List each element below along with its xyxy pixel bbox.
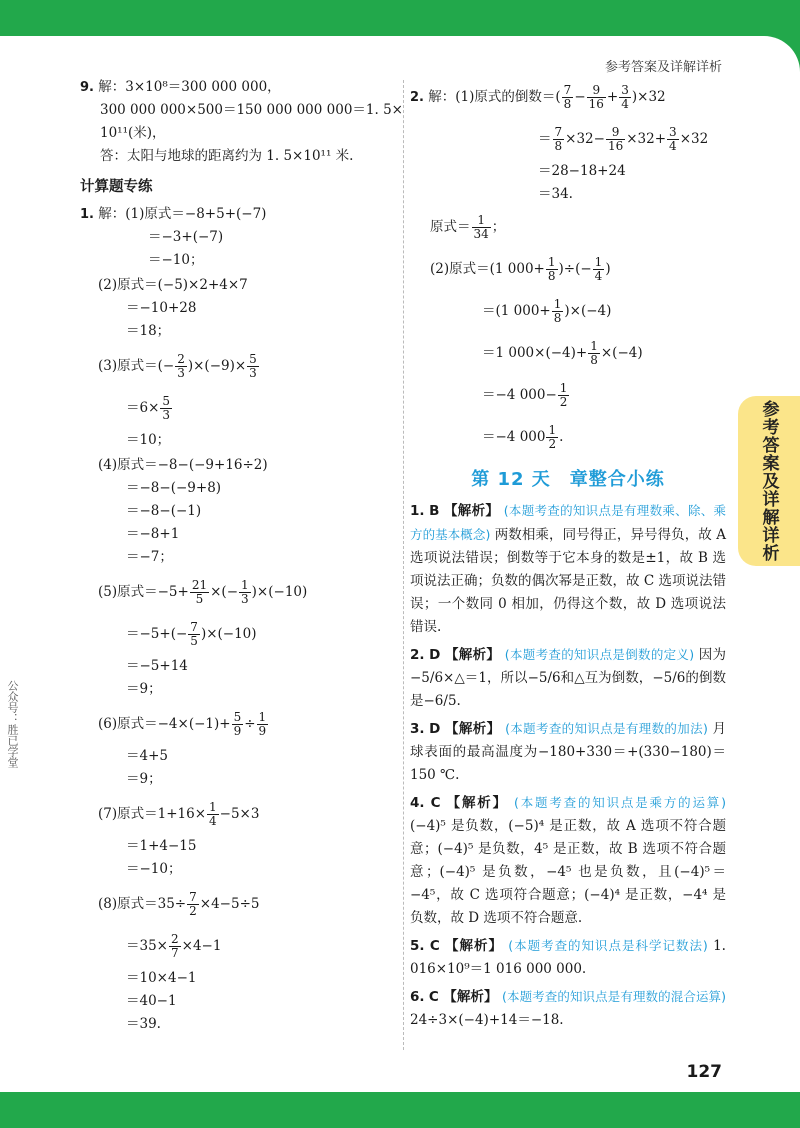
q2-line-c: ＝28−18+24 — [538, 163, 626, 179]
column-divider — [403, 80, 404, 1050]
q1-p6-b: ＝4+5 — [126, 748, 168, 764]
q2-i-t0: ＝−4 000− — [482, 386, 557, 403]
answer-num: 1. — [410, 503, 425, 519]
fraction — [175, 353, 187, 380]
frac-num: 5 — [249, 351, 257, 366]
right-column — [410, 76, 726, 1032]
answer-item — [410, 791, 726, 930]
q1-p8-t7: ×4−1 — [181, 937, 222, 954]
q1-p8-e: ＝39. — [126, 1016, 161, 1032]
q1-p1-b: ＝−3+(−7) — [148, 229, 224, 245]
answer-text: 因为−5/6×△＝1，所以−5/6和△互为倒数，−5/6的倒数是−6/5. — [410, 647, 727, 709]
frac-num: 1 — [553, 296, 562, 311]
frac-num: 1 — [241, 577, 249, 592]
q2-a-t9: )×32 — [631, 88, 666, 105]
q1-p5-d: ＝9； — [126, 681, 162, 697]
frac-num: 7 — [190, 619, 198, 634]
q2-line-d: ＝34. — [538, 186, 573, 202]
side-tab[interactable] — [738, 396, 800, 566]
q1-p2-c: ＝18； — [126, 323, 171, 339]
frac-den: 3 — [241, 591, 249, 606]
q1-p3-t0: (3)原式＝(− — [98, 357, 175, 374]
answer-text: 两数相乘，同号得正，异号得负，故 A 选项说法错误；倒数等于它本身的数是±1，故 B 选项说法正确；负数的偶次幂是正数，故 C 选项说法错误；一个数同 0 相加，仍得这个数，故 D 选项说法错误. — [410, 527, 726, 635]
left-column — [80, 76, 403, 1036]
q2-line-g — [410, 290, 726, 332]
frac-den: 3 — [177, 365, 185, 380]
frac-num: 3 — [621, 82, 629, 97]
q1-p8-t4: ＝35× — [126, 937, 168, 954]
q1-p4-a: (4)原式＝−8−(−9+16÷2) — [98, 457, 268, 473]
frac-num: 5 — [233, 709, 242, 724]
frac-num: 1 — [590, 338, 598, 353]
frac-den: 4 — [594, 268, 603, 283]
frac-den: 8 — [590, 352, 598, 367]
frac-den: 4 — [209, 813, 217, 828]
q2-b-t9: ×32 — [679, 130, 709, 147]
answer-item — [410, 499, 726, 639]
frac-num: 9 — [606, 126, 625, 140]
q9-line2: 300 000 000×500＝150 000 000 000＝1. 5× — [100, 102, 403, 118]
q2-line-h — [410, 332, 726, 374]
answer-num: 5. — [410, 938, 425, 954]
q1-line — [80, 203, 395, 226]
q1-p4-d: ＝−8+1 — [126, 526, 180, 542]
frac-den: 7 — [171, 945, 179, 960]
q2-line-b — [410, 118, 726, 160]
frac-den: 8 — [547, 268, 556, 283]
q1-p8-c: ＝10×4−1 — [126, 970, 197, 986]
q2-line-j — [410, 416, 726, 458]
frac-den: 5 — [195, 591, 204, 606]
top-green-band — [0, 0, 800, 36]
analysis-tag: 【解析】 — [443, 989, 498, 1005]
frac-den: 4 — [621, 96, 629, 111]
q2-f-t3: )÷(− — [558, 260, 592, 277]
watermark: 公众号：胜已学堂 — [6, 680, 19, 768]
q2-a-t6: + — [606, 88, 619, 105]
fraction — [588, 340, 600, 367]
q1-p8-a — [80, 883, 395, 925]
q1-p5-t3: ×(− — [210, 583, 239, 600]
answer-text: (−4)⁵ 是负数，(−5)⁴ 是正数，故 A 选项不符合题意；(−4)⁵ 是负数，4⁵ 是正数，故 B 选项不符合题意；(−4)⁵ 是负数，−4⁵ 也是负数，且(−4)⁵＝−4⁵，故 C 选项符合题意；(−4)⁴ 是正数，−4⁴ 是负数，故 D 选项不符合题意. — [410, 818, 726, 926]
q1-p8-b — [80, 925, 395, 967]
fraction — [472, 214, 491, 241]
q1-p6-a — [80, 703, 395, 745]
frac-num: 5 — [162, 393, 171, 408]
answer-letter: B — [429, 503, 440, 519]
frac-num: 2 — [171, 931, 179, 946]
frac-num: 1 — [258, 709, 267, 724]
q1-p6-t3: ÷ — [244, 715, 256, 732]
side-tab-label: 参考答案及详解详析 — [758, 400, 779, 562]
q2-e-t0: 原式＝ — [430, 218, 471, 235]
answer-letter: D — [429, 721, 441, 737]
frac-den: 16 — [588, 96, 604, 111]
q2-b-t0: ＝ — [538, 130, 552, 147]
q2-g-t3: )×(−4) — [564, 302, 612, 319]
fraction — [257, 711, 269, 738]
frac-num: 7 — [189, 889, 197, 904]
topic-note: (本题考查的知识点是有理数乘、除、乘方的基本概念) — [410, 503, 727, 542]
answer-item — [410, 934, 726, 981]
frac-num: 7 — [563, 82, 572, 97]
q1-p3-c: ＝10； — [126, 432, 171, 448]
q2-a-t0: 解：(1)原式的倒数＝( — [428, 88, 561, 105]
fraction — [558, 382, 570, 409]
fraction — [160, 395, 172, 422]
fraction — [552, 298, 564, 325]
frac-num: 2 — [177, 351, 185, 366]
q1-p1-a: 解：(1)原式＝−8+5+(−7) — [98, 206, 267, 222]
answer-text: 1. 016×10⁹＝1 016 000 000. — [410, 938, 726, 977]
q2-line-a — [410, 76, 726, 118]
q1-p8-t3: ×4−5÷5 — [199, 895, 260, 912]
frac-den: 2 — [559, 394, 568, 409]
frac-den: 16 — [607, 138, 624, 153]
frac-num: 7 — [554, 124, 563, 139]
analysis-tag: 【解析】 — [445, 938, 503, 954]
answer-letter: C — [429, 938, 440, 954]
topic-note: (本题考查的知识点是科学记数法) — [508, 938, 708, 953]
q2-a-t3: − — [574, 88, 586, 105]
frac-den: 9 — [258, 723, 267, 738]
q2-b-t3: ×32− — [565, 130, 605, 147]
frac-den: 2 — [548, 436, 557, 451]
fraction — [619, 84, 631, 111]
q1-p5-c: ＝−5+14 — [126, 658, 188, 674]
answer-letter: C — [430, 795, 441, 811]
frac-num: 1 — [548, 422, 557, 437]
q9-line1 — [80, 76, 395, 99]
q9-num: 9. — [80, 80, 94, 95]
q2-e-t3: ； — [491, 218, 506, 235]
fraction — [239, 579, 251, 606]
q1-p5-t6: )×(−10) — [251, 583, 308, 600]
frac-den: 3 — [249, 365, 257, 380]
frac-num: 1 — [559, 380, 568, 395]
q1-p6-t0: (6)原式＝−4×(−1)+ — [98, 715, 231, 732]
analysis-tag: 【解析】 — [444, 503, 500, 519]
frac-den: 8 — [563, 96, 572, 111]
analysis-tag: 【解析】 — [445, 721, 501, 737]
frac-num: 1 — [547, 254, 556, 269]
q1-p4-c: ＝−8−(−1) — [126, 503, 202, 519]
fraction — [188, 621, 200, 648]
q2-f-t6: ) — [605, 260, 611, 277]
header-title: 参考答案及详解详析 — [604, 60, 722, 75]
answer-letter: D — [429, 647, 441, 663]
frac-num: 1 — [472, 214, 491, 228]
q2-line-i — [410, 374, 726, 416]
fraction — [169, 933, 181, 960]
fraction — [546, 424, 558, 451]
frac-den: 3 — [162, 407, 171, 422]
topic-note: (本题考查的知识点是乘方的运算) — [514, 795, 726, 810]
q1-p3-a — [80, 345, 395, 387]
answer-num: 6. — [410, 989, 425, 1005]
answer-item — [410, 985, 726, 1032]
answer-list — [410, 499, 726, 1032]
q9-line4: 答：太阳与地球的距离约为 1. 5×10¹¹ 米. — [100, 148, 354, 164]
frac-den: 9 — [233, 723, 242, 738]
q2-line-e — [410, 206, 726, 248]
q1-p7-b: ＝1+4−15 — [126, 838, 197, 854]
topic-note: (本题考查的知识点是倒数的定义) — [504, 647, 695, 662]
fraction — [546, 256, 558, 283]
page-number: 127 — [686, 1062, 722, 1082]
q1-p8-d: ＝40−1 — [126, 993, 177, 1009]
frac-den: 8 — [554, 138, 563, 153]
q1-p7-a — [80, 793, 395, 835]
q2-g-t0: ＝(1 000+ — [482, 302, 551, 319]
topic-note: (本题考查的知识点是有理数的加法) — [505, 721, 708, 736]
fraction — [190, 579, 209, 606]
fraction — [593, 256, 605, 283]
frac-num: 21 — [191, 577, 208, 592]
q2-h-t0: ＝1 000×(−4)+ — [482, 344, 588, 361]
answer-num: 3. — [410, 721, 425, 737]
fraction — [187, 891, 199, 918]
frac-den: 34 — [473, 226, 489, 241]
q1-p7-t3: −5×3 — [219, 805, 260, 822]
q1-p8-t0: (8)原式＝35÷ — [98, 895, 187, 912]
q9-text1: 解：3×10⁸＝300 000 000， — [98, 79, 281, 95]
q1-p7-t0: (7)原式＝1+16× — [98, 805, 207, 822]
q1-p5-b — [80, 613, 395, 655]
frac-num: 3 — [669, 124, 677, 139]
fraction — [587, 84, 606, 111]
q2-f-t0: (2)原式＝(1 000+ — [430, 260, 545, 277]
answer-text: 月球表面的最高温度为−180+330＝+(330−180)＝150 ℃. — [410, 721, 726, 783]
q1-p2-a: (2)原式＝(−5)×2+4×7 — [98, 277, 248, 293]
fraction — [207, 801, 219, 828]
chapter-title: 第 12 天 章整合小练 — [471, 469, 665, 490]
section-title: 计算题专练 — [80, 179, 153, 195]
answer-letter: C — [428, 989, 439, 1005]
q1-p3-t3: )×(−9)× — [187, 357, 247, 374]
analysis-tag: 【解析】 — [444, 647, 501, 663]
q1-num: 1. — [80, 207, 94, 222]
q1-p2-b: ＝−10+28 — [126, 300, 197, 316]
answer-item — [410, 643, 726, 713]
q1-p1-c: ＝−10； — [148, 252, 204, 268]
q1-p4-e: ＝−7； — [126, 549, 173, 565]
q2-line-f — [410, 248, 726, 290]
fraction — [232, 711, 244, 738]
frac-den: 4 — [669, 138, 677, 153]
frac-den: 8 — [553, 310, 562, 325]
q1-p5-t7: ＝−5+(− — [126, 625, 188, 642]
q1-p3-t6: ＝6× — [126, 399, 160, 416]
q1-p5-t10: )×(−10) — [200, 625, 257, 642]
q2-j-t3: . — [559, 428, 564, 445]
q2-num: 2. — [410, 89, 424, 105]
fraction — [247, 353, 259, 380]
q2-j-t0: ＝−4 000 — [482, 428, 546, 445]
frac-num: 9 — [587, 84, 606, 98]
answer-item — [410, 717, 726, 787]
q9-line3: 10¹¹(米)， — [100, 125, 166, 141]
frac-den: 2 — [189, 903, 197, 918]
q2-h-t3: ×(−4) — [600, 344, 643, 361]
q1-p4-b: ＝−8−(−9+8) — [126, 480, 222, 496]
answer-num: 4. — [410, 795, 425, 811]
fraction — [553, 126, 565, 153]
fraction — [606, 126, 625, 153]
frac-den: 5 — [190, 633, 198, 648]
fraction — [562, 84, 574, 111]
frac-num: 1 — [594, 254, 603, 269]
frac-num: 1 — [209, 799, 217, 814]
answer-text: 24÷3×(−4)+14＝−18. — [410, 1012, 564, 1028]
q1-p3-b — [80, 387, 395, 429]
analysis-tag: 【解析】 — [446, 795, 508, 811]
q1-p6-c: ＝9； — [126, 771, 162, 787]
topic-note: (本题考查的知识点是有理数的混合运算) — [502, 989, 726, 1004]
q1-p5-t0: (5)原式＝−5+ — [98, 583, 189, 600]
q1-p5-a — [80, 571, 395, 613]
answer-num: 2. — [410, 647, 425, 663]
fraction — [667, 126, 679, 153]
q1-p7-c: ＝−10； — [126, 861, 182, 877]
q2-b-t6: ×32+ — [626, 130, 667, 147]
